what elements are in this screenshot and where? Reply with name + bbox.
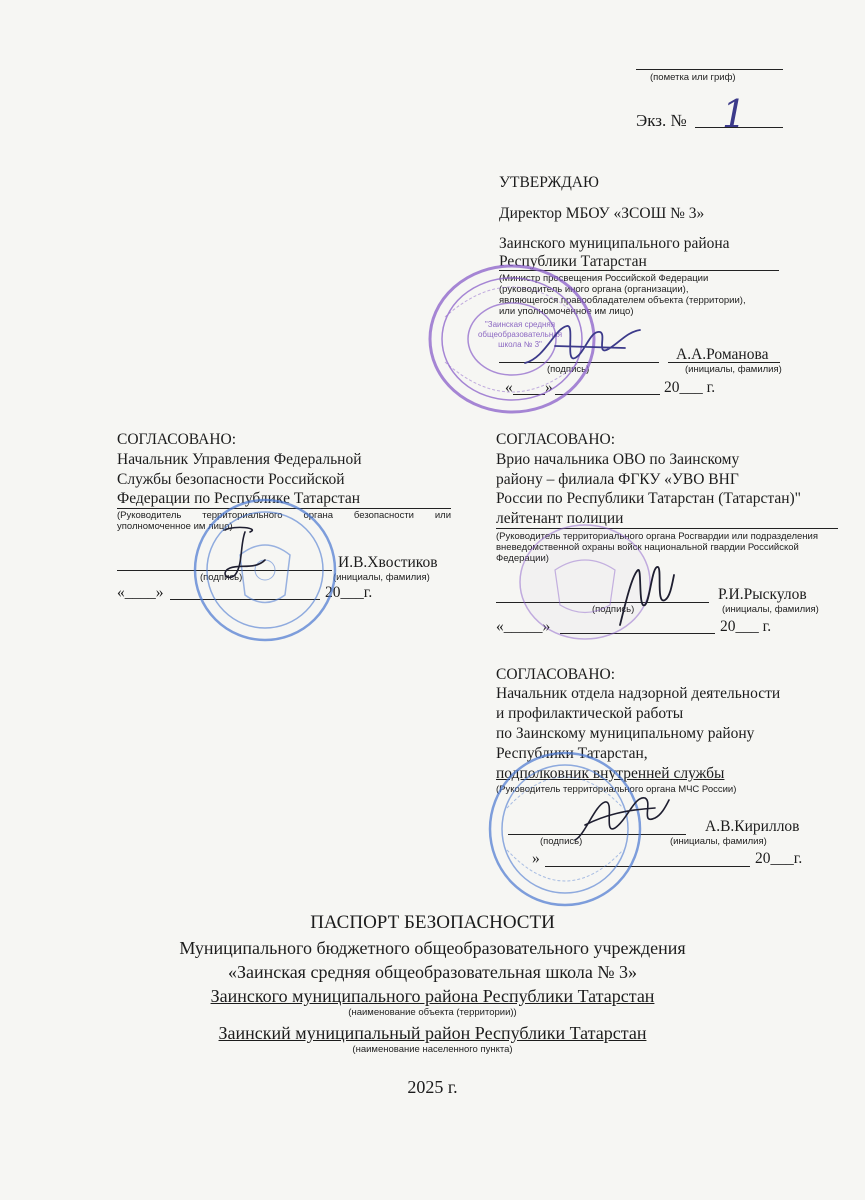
rosgvard-signature <box>610 555 680 630</box>
passport-caption1: (наименование объекта (территории)) <box>348 1007 517 1018</box>
fsb-signature-caption: (подпись) <box>200 572 243 583</box>
rosgvard-date-prefix: «_____» <box>496 618 551 635</box>
approve-caption-line1: (Министр просвещения Российской Федерации <box>499 273 709 284</box>
mchs-line3: по Заинскому муниципальному району <box>496 725 755 742</box>
passport-line2: «Заинская средняя общеобразовательная школа № 3» <box>227 962 638 982</box>
rosgvard-signature-caption: (подпись) <box>592 604 635 615</box>
approve-name-underline <box>668 362 780 363</box>
mchs-date-year: 20___г. <box>755 850 803 867</box>
mchs-line4: Республики Татарстан, <box>496 745 648 762</box>
approve-position-line2: Заинского муниципального района <box>499 235 730 252</box>
passport-caption2: (наименование населенного пункта) <box>352 1044 513 1055</box>
rosgvard-line3: России по Республики Татарстан (Татарстан)" <box>496 490 802 507</box>
mchs-name-caption: (инициалы, фамилия) <box>670 836 767 847</box>
approve-name: А.А.Романова <box>676 346 769 363</box>
passport-line3-text: Заинского муниципального района Республики Татарстан <box>210 986 655 1006</box>
approve-signature-caption: (подпись) <box>547 364 590 375</box>
fsb-date-prefix: «____» <box>117 584 164 601</box>
rosgvard-date-year: 20___ г. <box>720 618 772 635</box>
fsb-title: СОГЛАСОВАНО: <box>117 431 237 448</box>
approve-caption-line4: или уполномоченное им лицо) <box>499 306 634 317</box>
approve-position-line1: Директор МБОУ «ЗСОШ № 3» <box>499 205 705 222</box>
approve-position-line3: Республики Татарстан <box>499 253 647 270</box>
rosgvard-name: Р.И.Рыскулов <box>718 586 807 603</box>
rosgvard-line1: Врио начальника ОВО по Заинскому <box>496 451 740 468</box>
fsb-caption: (Руководитель территориального органа безопасности или уполномоченное им лицо) <box>117 510 451 532</box>
passport-line3 <box>0 985 865 1007</box>
mark-caption: (пометка или гриф) <box>650 72 736 83</box>
mchs-signature-caption: (подпись) <box>540 836 583 847</box>
rosgvard-name-caption: (инициалы, фамилия) <box>722 604 819 615</box>
passport-line4-text: Заинский муниципальный район Республики Татарстан <box>218 1023 647 1043</box>
approve-caption-line2: (руководитель иного органа (организации), <box>499 284 689 295</box>
mchs-line1: Начальник отдела надзорной деятельности <box>496 685 781 702</box>
rosgvard-line2: району – филиала ФГКУ «УВО ВНГ <box>496 471 739 488</box>
copy-label: Экз. № <box>636 111 687 130</box>
passport-line4 <box>0 1022 865 1044</box>
mchs-name: А.В.Кириллов <box>705 818 800 835</box>
fsb-name: И.В.Хвостиков <box>338 554 438 571</box>
approve-signature <box>515 318 665 378</box>
approve-date-year: 20___ г. <box>664 379 716 396</box>
mchs-date-prefix: » <box>532 850 540 867</box>
mchs-line5: подполковник внутренней службы <box>496 765 725 782</box>
mchs-title: СОГЛАСОВАНО: <box>496 666 616 683</box>
copy-number: 1 <box>722 92 747 136</box>
rosgvard-title: СОГЛАСОВАНО: <box>496 431 616 448</box>
passport-year: 2025 г. <box>407 1077 458 1097</box>
fsb-line3: Федерации по Республике Татарстан <box>117 490 360 507</box>
mchs-line2: и профилактической работы <box>496 705 684 722</box>
approve-date-open: « <box>505 379 513 396</box>
fsb-line1: Начальник Управления Федеральной <box>117 451 362 468</box>
fsb-date-year: 20___г. <box>325 584 373 601</box>
approve-name-caption: (инициалы, фамилия) <box>685 364 782 375</box>
fsb-signature <box>205 520 285 590</box>
fsb-line2: Службы безопасности Российской <box>117 471 345 488</box>
mchs-signature <box>565 780 675 855</box>
approve-caption-line3: являющегося правообладателем объекта (территории), <box>499 295 746 306</box>
passport-line1: Муниципального бюджетного общеобразовательного учреждения <box>179 938 686 958</box>
mark-line <box>636 69 783 70</box>
passport-title: ПАСПОРТ БЕЗОПАСНОСТИ <box>310 912 555 933</box>
rosgvard-caption: (Руководитель территориального органа Росгвардии или подразделения вневедомственной охраны войск национальной гвардии Российской Федерации) <box>496 531 818 564</box>
rosgvard-line4: лейтенант полиции <box>496 510 624 527</box>
fsb-name-caption: (инициалы, фамилия) <box>333 572 430 583</box>
mchs-caption: (Руководитель территориального органа МЧС России) <box>496 784 737 795</box>
school-stamp-text: "Заинская средняя общеобразовательная школа № 3" <box>477 320 563 349</box>
approve-date-mid: » <box>545 379 553 396</box>
approve-title: УТВЕРЖДАЮ <box>499 174 599 191</box>
